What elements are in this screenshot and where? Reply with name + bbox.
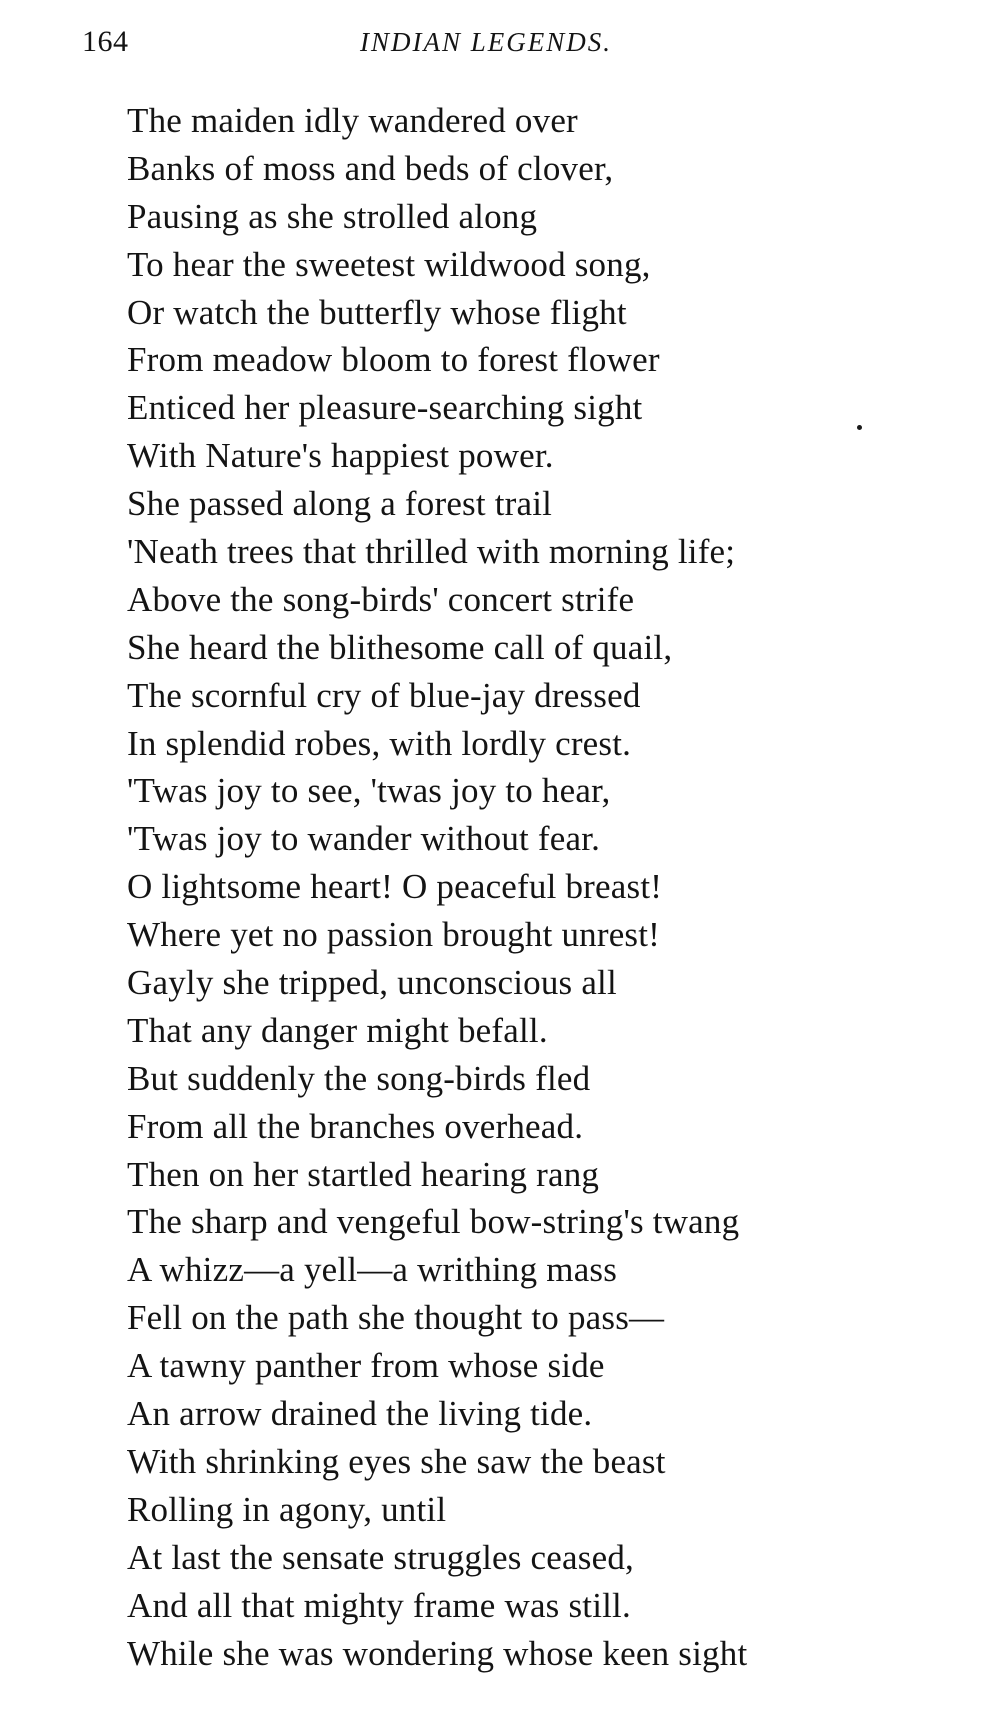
poem-line: She heard the blithesome call of quail, bbox=[127, 627, 673, 667]
poem-line: From meadow bloom to forest flower bbox=[127, 340, 660, 380]
poem-line: From all the branches overhead. bbox=[127, 1106, 584, 1146]
poem-line: Above the song-birds' concert strife bbox=[127, 579, 635, 619]
poem-line: She passed along a forest trail bbox=[127, 484, 553, 524]
poem-line: Gayly she tripped, unconscious all bbox=[127, 963, 617, 1003]
poem-line: Banks of moss and beds of clover, bbox=[127, 148, 614, 188]
poem-line: A tawny panther from whose side bbox=[127, 1346, 605, 1386]
poem-line: Pausing as she strolled along bbox=[127, 196, 538, 236]
poem-line: In splendid robes, with lordly crest. bbox=[127, 723, 632, 763]
poem-line: While she was wondering whose keen sight bbox=[127, 1633, 748, 1673]
poem-line: 'Twas joy to wander without fear. bbox=[127, 819, 601, 859]
running-head: INDIAN LEGENDS. bbox=[360, 27, 612, 57]
poem-line: An arrow drained the living tide. bbox=[127, 1394, 593, 1434]
poem-line: 'Neath trees that thrilled with morning life; bbox=[127, 532, 736, 572]
poem-line: Then on her startled hearing rang bbox=[127, 1154, 600, 1194]
poem-line: Or watch the butterfly whose flight bbox=[127, 292, 627, 332]
poem-line: With shrinking eyes she saw the beast bbox=[127, 1441, 666, 1481]
poem-line: With Nature's happiest power. bbox=[127, 436, 554, 476]
poem-line: But suddenly the song-birds fled bbox=[127, 1058, 591, 1098]
poem-line: O lightsome heart! O peaceful breast! bbox=[127, 867, 663, 907]
ink-speck bbox=[857, 425, 862, 430]
poem-line: The sharp and vengeful bow-string's twang bbox=[127, 1202, 740, 1242]
poem-line: Where yet no passion brought unrest! bbox=[127, 915, 661, 955]
poem-line: 'Twas joy to see, 'twas joy to hear, bbox=[127, 771, 611, 811]
poem-line: Fell on the path she thought to pass— bbox=[127, 1298, 665, 1338]
poem-line: The maiden idly wandered over bbox=[127, 101, 578, 140]
page-number: 164 bbox=[82, 25, 129, 58]
poem-line: To hear the sweetest wildwood song, bbox=[127, 244, 651, 284]
poem-line: Rolling in agony, until bbox=[127, 1489, 447, 1529]
poem-line: At last the sensate struggles ceased, bbox=[127, 1537, 634, 1577]
poem-text bbox=[127, 97, 747, 1677]
poem-line: Enticed her pleasure-searching sight bbox=[127, 388, 643, 428]
poem-line: And all that mighty frame was still. bbox=[127, 1585, 631, 1625]
poem-line: The scornful cry of blue-jay dressed bbox=[127, 675, 641, 715]
poem-line: That any danger might befall. bbox=[127, 1010, 548, 1050]
poem-line: A whizz—a yell—a writhing mass bbox=[127, 1250, 618, 1290]
